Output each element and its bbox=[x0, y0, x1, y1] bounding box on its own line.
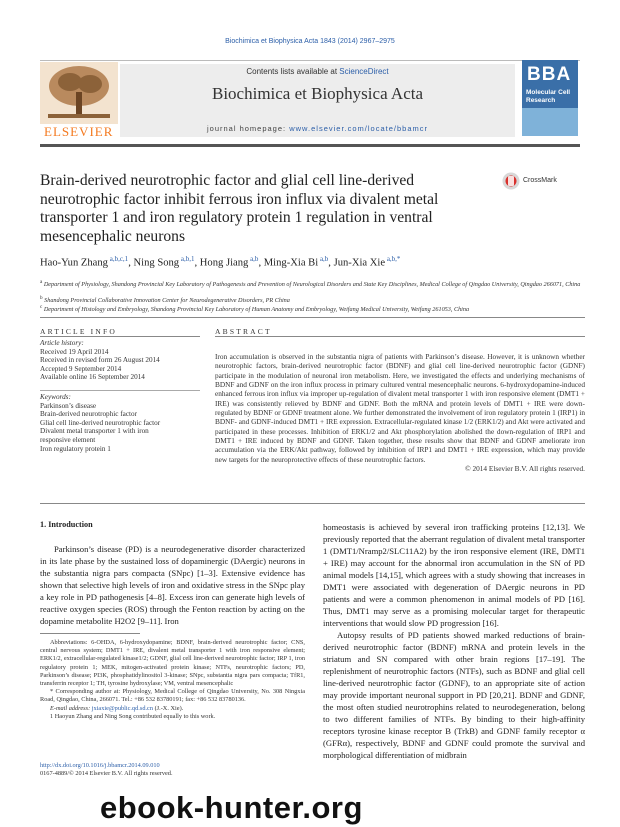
footnote-rule bbox=[40, 633, 140, 634]
abstract-bottom-rule bbox=[40, 503, 585, 504]
history-accepted: Accepted 9 September 2014 bbox=[40, 364, 122, 373]
article-info-rule bbox=[40, 336, 200, 337]
history-revised: Received in revised form 26 August 2014 bbox=[40, 356, 160, 365]
intro-left-column bbox=[40, 543, 305, 627]
intro-paragraph: Parkinson’s disease (PD) is a neurodegenerative disorder characterized in its late phase by the sustained loss of dopaminergic (DAergic) neurons in the substantia nigra pars compacta (SNpc) [1–3]. Extensive evidence has shown that selective high levels of iron and oxidative stress in the SNpc play a key role in PD pathogenesis [4–8]. Excess iron can generate high levels of reactive oxygen species (ROS) through the Fenton reaction by acting on the dopamine metabolite H2O2 [9–11]. Iron bbox=[40, 544, 305, 626]
elsevier-wordmark: ELSEVIER bbox=[44, 124, 114, 139]
intro-paragraph: homeostasis is achieved by several iron trafficking proteins [12,13]. We previously reported that the aberrant regulation of divalent metal transporter 1 (DMT1/Nramp2/SLC11A2) by the iron responsive element (IRE, DMT1 + IRE) may account for the abnormal iron accumulation in the SN of PD animal models [14,15], which agrees with a study showing that increases in DMT1 were associated with degeneration of DAergic neurons in PD patients and were a common phenomenon in animal models of PD [16]. Thus, DMT1 may serve as a promising molecular target for therapeutic interventions that would slow PD progression [16]. bbox=[323, 522, 585, 628]
author-separator: , bbox=[258, 257, 264, 269]
keywords-rule bbox=[40, 390, 200, 391]
abstract-text: Iron accumulation is observed in the substantia nigra of patients with Parkinson’s disease. However, it is unknown whether neurotrophic factors, brain-derived neurotrophic factor (BDNF) and glial cell line-derived neurotrophic factor (GDNF) participate in the modulation of neuronal iron metabolism. Here, we investigated the effects and underlying mechanisms of BDNF and GDNF on the iron influx process in primary cultured ventral mesencephalic neurons. 6-hydroxydopamine-induced enhanced ferrous iron influx via improper up-regulation of divalent metal transporter 1 with iron responsive element (DMT1 + IRE) was consistently relieved by BDNF and GDNF. Both the mRNA and protein levels of DMT1 + IRE were down-regulated by BDNF or GDNF treatment alone. We further demonstrated the involvement of iron regulatory protein 1 (IRP1) in BDNF- and GDNF-induced DMT1 + IRE expression. Extracellular-regulated kinase 1/2 (ERK1/2) and Akt were activated and participated in these processes. Inhibition of ERK1/2 and Akt phosphorylation abolished the down-regulation of IRP1 and DMT1 + IRE induced by BDNF and GDNF. Taken together, these results show that BDNF and GDNF ameliorate iron accumulation via the ERK/Akt pathway, followed by inhibition of IRP1 and DMT1 + IRE expression, which may provide new targets for the neuroprotective effects of these neurotrophic factors. bbox=[215, 352, 585, 464]
sciencedirect-link[interactable]: ScienceDirect bbox=[339, 67, 389, 76]
author-name[interactable]: Hong Jiang bbox=[199, 257, 249, 269]
author-name[interactable]: Hao-Yun Zhang bbox=[40, 257, 108, 269]
intro-right-column bbox=[323, 521, 585, 761]
author-list bbox=[40, 255, 585, 269]
homepage-link[interactable]: www.elsevier.com/locate/bbamcr bbox=[289, 124, 428, 133]
affiliation-a: $^a$ Department of Physiology, Shandong Provincial Key Laboratory of Pathogenesis and Prevention of Neurological Disorders and State Key Disciplines, Medical College of Qingdao University, Qingdao 266071, China bbox=[40, 279, 581, 289]
abstract-copyright: © 2014 Elsevier B.V. All rights reserved. bbox=[465, 464, 585, 474]
author-affiliation-marks[interactable]: a,b,* bbox=[385, 255, 401, 263]
journal-title: Biochimica et Biophysica Acta bbox=[211, 84, 424, 103]
author-name[interactable]: Jun-Xia Xie bbox=[333, 257, 386, 269]
crossmark-badge[interactable] bbox=[502, 172, 582, 192]
author-separator: , bbox=[194, 257, 200, 269]
cover-subtitle: Molecular Cell Research bbox=[526, 89, 571, 104]
homepage-prefix: journal homepage: bbox=[206, 124, 290, 133]
keyword: Parkinson’s disease bbox=[40, 401, 97, 410]
cover-title: BBA bbox=[527, 64, 572, 85]
equal-contribution-footnote: 1 Haoyun Zhang and Ning Song contributed equally to this work. bbox=[50, 712, 216, 720]
author-affiliation-marks[interactable]: a,b bbox=[318, 255, 329, 263]
author-name[interactable]: Ning Song bbox=[133, 257, 180, 269]
history-received: Received 19 April 2014 bbox=[40, 347, 109, 356]
history-online: Available online 16 September 2014 bbox=[40, 373, 145, 382]
abbreviations-footnote: Abbreviations: 6-OHDA, 6-hydroxydopamine; BDNF, brain-derived neurotrophic factor; CNS, central nervous system; DMT1 + IRE, divalent metal transporter 1 with iron responsive element; ERK1/2, extracellular-regulated kinase1/2; GDNF, glial cell line-derived neurotrophic factor; IRP 1, iron regulatory protein 1; MEK, mitogen-activated protein kinase; NTFs, neurotrophic factors; PD, Parkinson’s disease; PI3K, phosphatidylinositol 3-kinase; SNpc, substantia nigra pars compacta; TfR1, transferrin receptor 1; TH, tyrosine hydroxylase; VM, ventral mesencephalic bbox=[40, 639, 305, 688]
cover-band bbox=[522, 108, 578, 136]
doi-block bbox=[40, 762, 305, 778]
contents-line bbox=[120, 67, 515, 76]
doi-link[interactable]: http://dx.doi.org/10.1016/j.bbamcr.2014.09.010 bbox=[40, 762, 160, 769]
abstract-rule bbox=[215, 336, 585, 337]
crossmark-label: CrossMark bbox=[523, 177, 557, 184]
issn-line: 0167-4889/© 2014 Elsevier B.V. All rights reserved. bbox=[40, 770, 173, 777]
section-divider bbox=[40, 317, 585, 318]
affiliation-c: $^c$ Department of Histology and Embryology, Shandong Provincial Key Laboratory of Human Anatomy and Embryology, Weifang Medical University, Weifang 261053, China bbox=[40, 304, 470, 314]
keyword: Glial cell line-derived neurotrophic factor bbox=[40, 418, 161, 427]
watermark: ebook-hunter.org bbox=[100, 790, 363, 825]
keywords-label: Keywords: bbox=[40, 392, 71, 401]
author-name[interactable]: Ming-Xia Bi bbox=[263, 257, 319, 269]
author-affiliation-marks[interactable]: a,b,1 bbox=[179, 255, 195, 263]
journal-citation[interactable]: Biochimica et Biophysica Acta 1843 (2014) 2967–2975 bbox=[225, 38, 395, 45]
article-info-heading: ARTICLE INFO bbox=[40, 327, 117, 336]
crossmark-icon bbox=[502, 172, 520, 190]
author-separator: , bbox=[328, 257, 334, 269]
article-info bbox=[40, 339, 200, 453]
abstract-heading: ABSTRACT bbox=[215, 327, 272, 336]
keyword: Brain-derived neurotrophic factor bbox=[40, 410, 137, 419]
journal-homepage bbox=[120, 124, 515, 133]
affiliation-b: $^b$ Shandong Provincial Collaborative Innovation Center for Neurodegenerative Disorders, PR China bbox=[40, 295, 290, 305]
keyword: Divalent metal transporter 1 with iron bbox=[40, 427, 149, 436]
keyword: responsive element bbox=[40, 435, 96, 444]
contents-prefix: Contents lists available at bbox=[246, 67, 340, 76]
journal-cover[interactable] bbox=[522, 60, 578, 136]
introduction-heading: 1. Introduction bbox=[40, 520, 93, 529]
keyword: Iron regulatory protein 1 bbox=[40, 444, 111, 453]
author-affiliation-marks[interactable]: a,b bbox=[248, 255, 259, 263]
email-link[interactable]: jxiaxie@public.qd.sd.cn bbox=[91, 704, 153, 712]
footnotes bbox=[40, 639, 305, 721]
article-title: Brain-derived neurotrophic factor and glial cell line-derived neurotrophic factor inhibit ferrous iron influx via divalent metal transporter 1 and iron regulatory protein 1 regulation in ventral mesencephalic neurons bbox=[40, 172, 439, 245]
email-footnote: E-mail address: jxiaxie@public.qd.sd.cn (J.-X. Xie). bbox=[50, 704, 184, 712]
abstract-body bbox=[215, 352, 585, 473]
elsevier-logo bbox=[40, 62, 118, 140]
elsevier-tree-icon bbox=[40, 62, 118, 124]
intro-paragraph: Autopsy results of PD patients showed marked reductions of brain-derived neurotrophic factor (BDNF) mRNA and protein levels in the striatum and SN compared with other brain regions [17–19]. The replenishment of neurotrophic factors (NTFs), such as BDNF and glial cell line-derived neurotrophic factor (GDNF), to an appropriate site of action may provide important neuronal support in PD [20,21]. BDNF and GDNF, the most often studied neurotrophins related to neurodegeneration, belong to two different families of NTFs. By binding to their high-affinity receptors tyrosine kinase receptor B (TrkB) and GDNF family receptor α (GFRα), respectively, BDNF and GDNF could promote the survival and morphological differentiation of midbrain bbox=[323, 630, 585, 760]
history-label: Article history: bbox=[40, 339, 84, 347]
corresponding-author-footnote: * Corresponding author at: Physiology, Medical College of Qingdao University, No. 308 Ningxia Road, Qingdao, China, 266071. Tel.: +86 532 83780191; fax: +86 532 83780136. bbox=[40, 688, 305, 704]
author-separator: , bbox=[128, 257, 134, 269]
author-affiliation-marks[interactable]: a,b,c,1 bbox=[107, 255, 129, 263]
